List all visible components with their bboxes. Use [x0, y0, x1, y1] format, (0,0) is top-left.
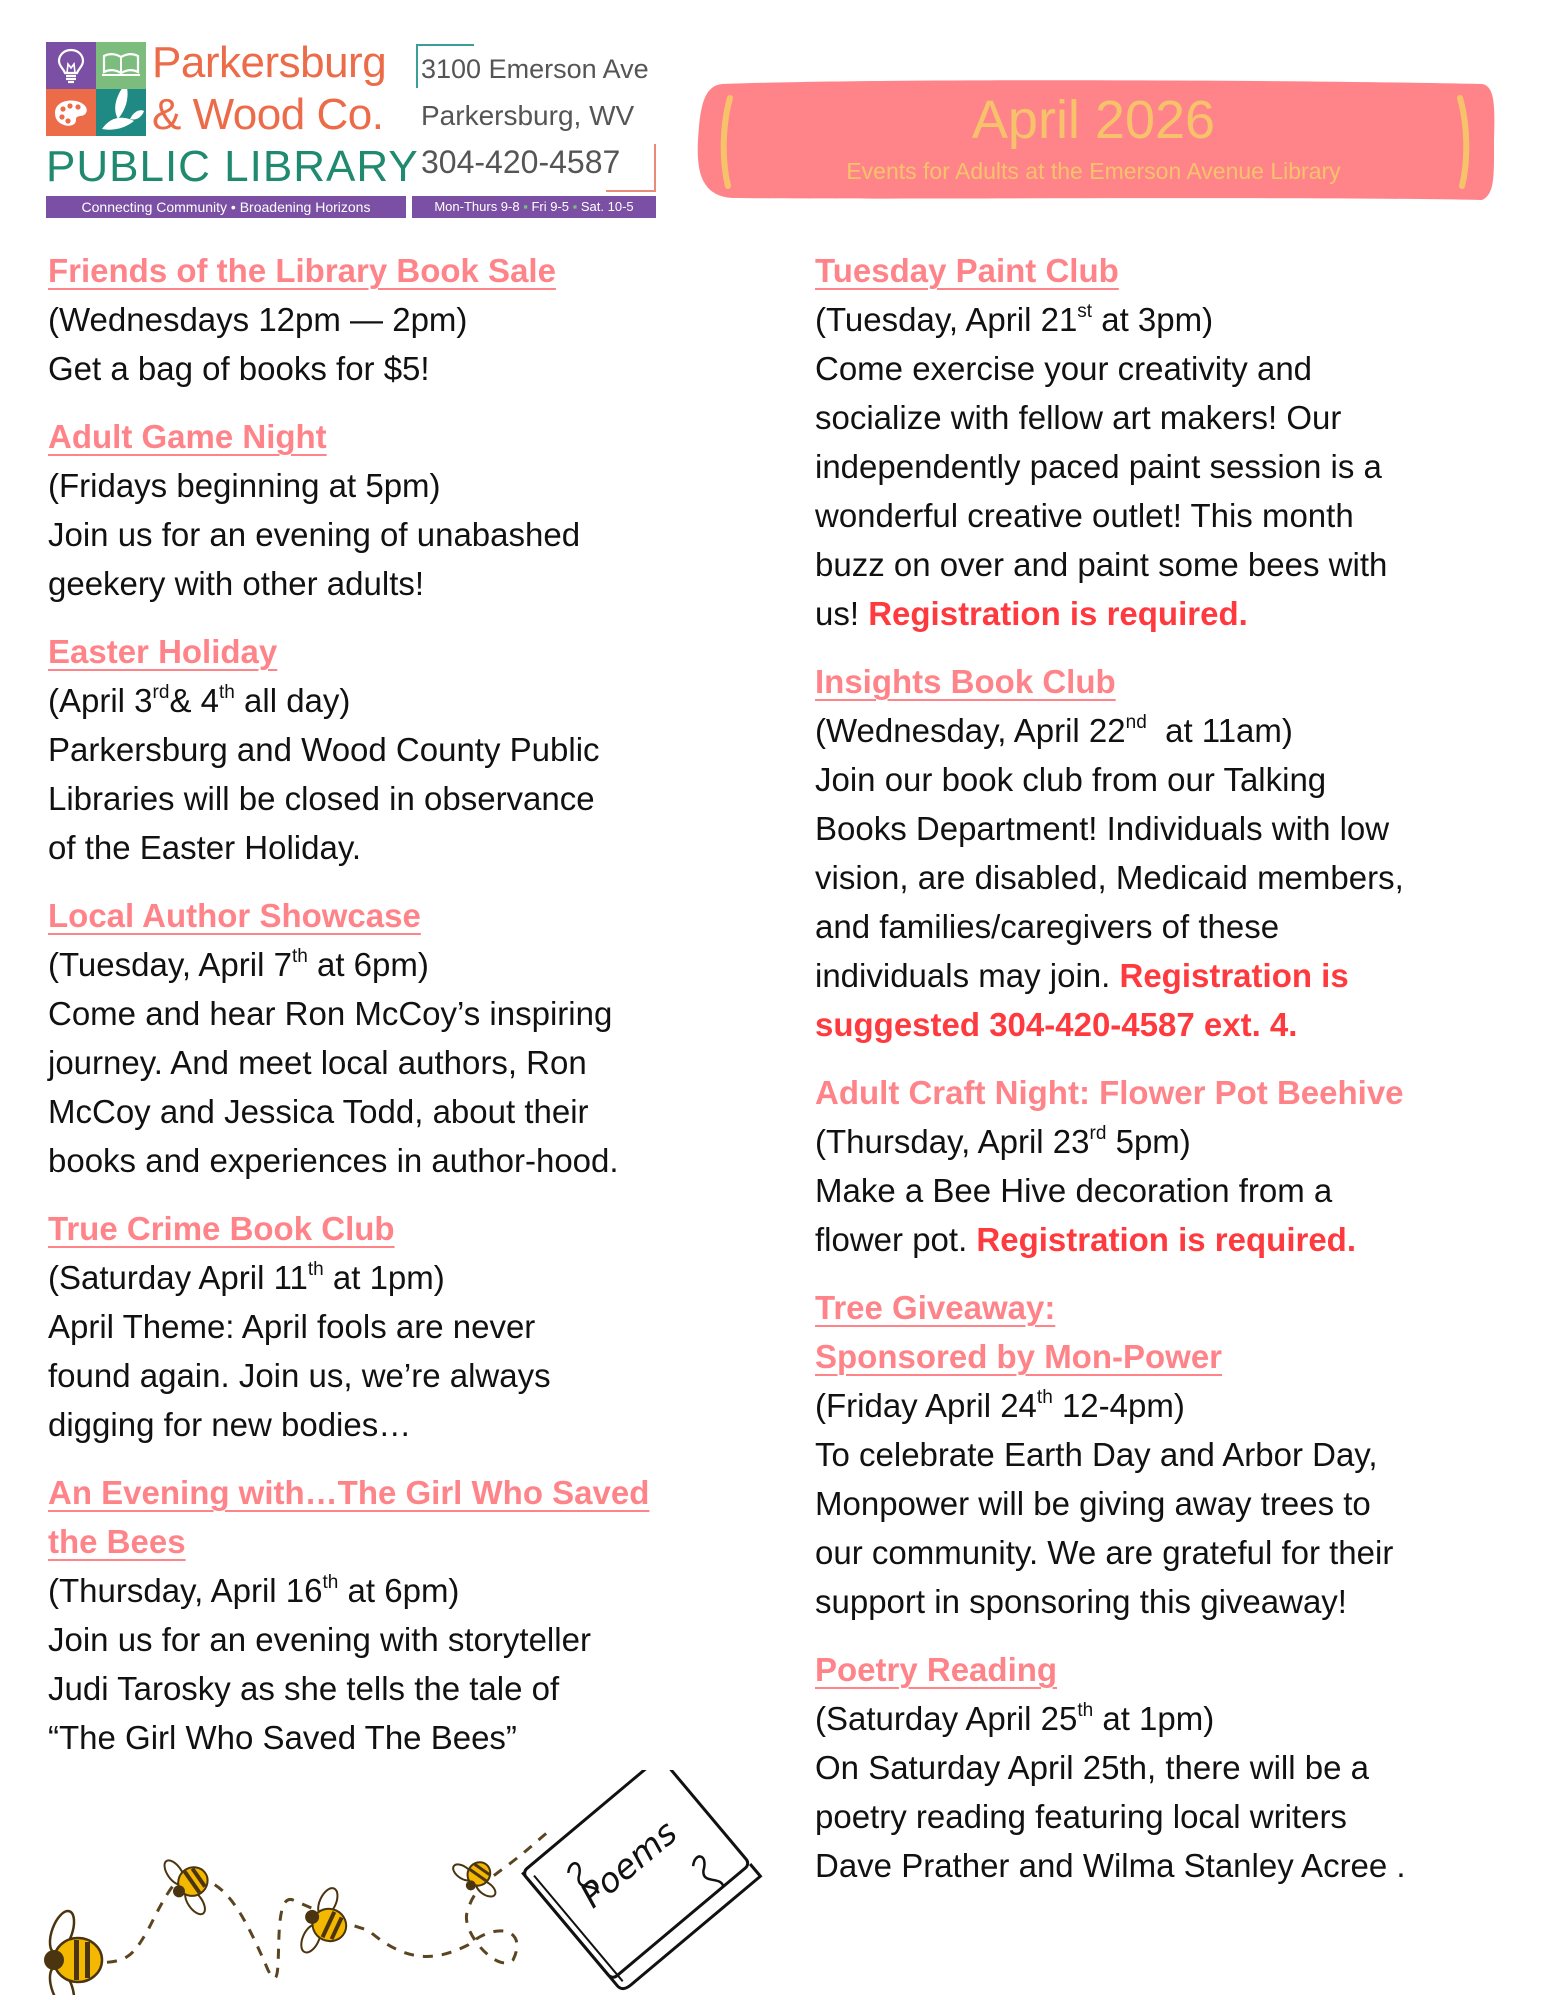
- event-description: individuals may join. Registration is: [815, 957, 1349, 994]
- event-description: socialize with fellow art makers! Our: [815, 399, 1342, 436]
- book-label: Poems: [572, 1812, 686, 1917]
- registration-phone: suggested 304-420-4587 ext. 4.: [815, 1006, 1298, 1043]
- registration-note: Registration is required.: [976, 1221, 1357, 1258]
- separator-dot: ▪: [572, 199, 578, 214]
- hours-saturday: Sat. 10-5: [580, 199, 634, 214]
- month-banner: [692, 76, 1495, 204]
- event-description: independently paced paint session is a: [815, 448, 1382, 485]
- event-description: Dave Prather and Wilma Stanley Acree .: [815, 1847, 1406, 1884]
- hours-weekday: Mon-Thurs 9-8: [434, 199, 520, 214]
- event-author-showcase: [48, 891, 778, 1185]
- event-easter-holiday: [48, 627, 778, 872]
- event-title: Local Author Showcase: [48, 897, 421, 934]
- event-girl-who-saved-bees: [48, 1468, 778, 1762]
- event-paint-club: [815, 246, 1535, 638]
- event-when: (Friday April 24th 12-4pm): [815, 1387, 1185, 1424]
- event-title: Poetry Reading: [815, 1651, 1058, 1688]
- event-title: Adult Game Night: [48, 418, 327, 455]
- library-phone: 304-420-4587: [421, 144, 621, 180]
- event-when: (Wednesdays 12pm — 2pm): [48, 301, 468, 338]
- bees-and-book-illustration: [28, 1770, 788, 1995]
- event-when: (Tuesday, April 7th at 6pm): [48, 946, 429, 983]
- event-description: Parkersburg and Wood County Public: [48, 731, 600, 768]
- event-title: Sponsored by Mon-Power: [815, 1338, 1223, 1375]
- event-when: (April 3rd& 4th all day): [48, 682, 351, 719]
- event-description: Come and hear Ron McCoy’s inspiring: [48, 995, 613, 1032]
- event-when: (Fridays beginning at 5pm): [48, 467, 441, 504]
- poems-book-icon: [522, 1770, 760, 1992]
- event-description: our community. We are grateful for their: [815, 1534, 1394, 1571]
- hours-friday: Fri 9-5: [531, 199, 570, 214]
- event-when: (Wednesday, April 22nd at 11am): [815, 712, 1293, 749]
- event-title: Easter Holiday: [48, 633, 278, 670]
- event-book-sale: [48, 246, 778, 393]
- address-street: 3100 Emerson Ave: [421, 54, 649, 84]
- event-description: books and experiences in author-hood.: [48, 1142, 619, 1179]
- event-when: (Saturday April 11th at 1pm): [48, 1259, 445, 1296]
- library-name-line1: Parkersburg: [152, 38, 387, 87]
- event-description: buzz on over and paint some bees with: [815, 546, 1388, 583]
- banner-title: April 2026: [971, 90, 1216, 150]
- event-description: Join us for an evening with storyteller: [48, 1621, 591, 1658]
- registration-note: Registration is: [1119, 957, 1349, 994]
- lightbulb-icon: [46, 42, 96, 89]
- event-tree-giveaway: [815, 1283, 1535, 1626]
- event-description: Books Department! Individuals with low: [815, 810, 1390, 847]
- event-description: Join our book club from our Talking: [815, 761, 1327, 798]
- registration-note: Registration is required.: [868, 595, 1248, 632]
- event-description: On Saturday April 25th, there will be a: [815, 1749, 1369, 1786]
- event-description: McCoy and Jessica Todd, about their: [48, 1093, 589, 1130]
- open-book-icon: [96, 42, 146, 89]
- event-game-night: [48, 412, 778, 608]
- event-description: To celebrate Earth Day and Arbor Day,: [815, 1436, 1378, 1473]
- event-when: (Tuesday, April 21st at 3pm): [815, 301, 1214, 338]
- event-title: Tuesday Paint Club: [815, 252, 1119, 289]
- library-logo: [46, 40, 656, 220]
- event-description: Monpower will be giving away trees to: [815, 1485, 1371, 1522]
- bee-icon: [44, 1908, 102, 1995]
- event-true-crime: [48, 1204, 778, 1449]
- logo-mark: [46, 42, 146, 137]
- library-hours: [412, 196, 656, 218]
- event-description: Libraries will be closed in observance: [48, 780, 595, 817]
- event-title: An Evening with…The Girl Who Saved: [48, 1474, 650, 1511]
- bee-icon: [447, 1850, 506, 1904]
- event-when: (Thursday, April 16th at 6pm): [48, 1572, 460, 1609]
- event-description: geekery with other adults!: [48, 565, 425, 602]
- event-title: the Bees: [48, 1523, 186, 1560]
- event-description: “The Girl Who Saved The Bees”: [48, 1719, 517, 1756]
- library-name-line2: & Wood Co.: [152, 90, 384, 139]
- event-description: digging for new bodies…: [48, 1406, 412, 1443]
- event-description: journey. And meet local authors, Ron: [48, 1044, 587, 1081]
- event-description: us! Registration is required.: [815, 595, 1248, 632]
- event-title: True Crime Book Club: [48, 1210, 395, 1247]
- event-description: wonderful creative outlet! This month: [815, 497, 1354, 534]
- event-description: Judi Tarosky as she tells the tale of: [48, 1670, 560, 1707]
- event-description: support in sponsoring this giveaway!: [815, 1583, 1347, 1620]
- event-description: found again. Join us, we’re always: [48, 1357, 551, 1394]
- bee-icon: [156, 1847, 224, 1921]
- bee-icon: [291, 1882, 360, 1964]
- banner-subtitle: Events for Adults at the Emerson Avenue Library: [846, 158, 1341, 184]
- event-insights-book-club: [815, 657, 1535, 1049]
- event-description: Come exercise your creativity and: [815, 350, 1313, 387]
- event-title: Tree Giveaway:: [815, 1289, 1056, 1326]
- address-city: Parkersburg, WV: [421, 100, 635, 131]
- event-when: (Saturday April 25th at 1pm): [815, 1700, 1215, 1737]
- event-craft-night: [815, 1068, 1535, 1264]
- event-description: vision, are disabled, Medicaid members,: [815, 859, 1404, 896]
- event-description: Make a Bee Hive decoration from a: [815, 1172, 1333, 1209]
- event-description: April Theme: April fools are never: [48, 1308, 536, 1345]
- event-description: flower pot. Registration is required.: [815, 1221, 1357, 1258]
- event-description: Get a bag of books for $5!: [48, 350, 430, 387]
- events-right-column: [815, 246, 1535, 1909]
- event-description: of the Easter Holiday.: [48, 829, 362, 866]
- library-name-line3: PUBLIC LIBRARY: [46, 142, 419, 191]
- separator-dot: ▪: [523, 199, 528, 214]
- paint-palette-icon: [46, 89, 96, 136]
- event-title: Friends of the Library Book Sale: [48, 252, 556, 289]
- event-title: Insights Book Club: [815, 663, 1116, 700]
- event-when: (Thursday, April 23rd 5pm): [815, 1123, 1191, 1160]
- event-description: Join us for an evening of unabashed: [48, 516, 581, 553]
- leaf-icon: [96, 89, 146, 136]
- library-tagline: Connecting Community • Broadening Horizons: [46, 196, 406, 218]
- event-description: and families/caregivers of these: [815, 908, 1280, 945]
- event-description: poetry reading featuring local writers: [815, 1798, 1347, 1835]
- events-left-column: [48, 246, 778, 1781]
- event-title: Adult Craft Night: Flower Pot Beehive: [815, 1074, 1404, 1111]
- event-poetry-reading: [815, 1645, 1535, 1890]
